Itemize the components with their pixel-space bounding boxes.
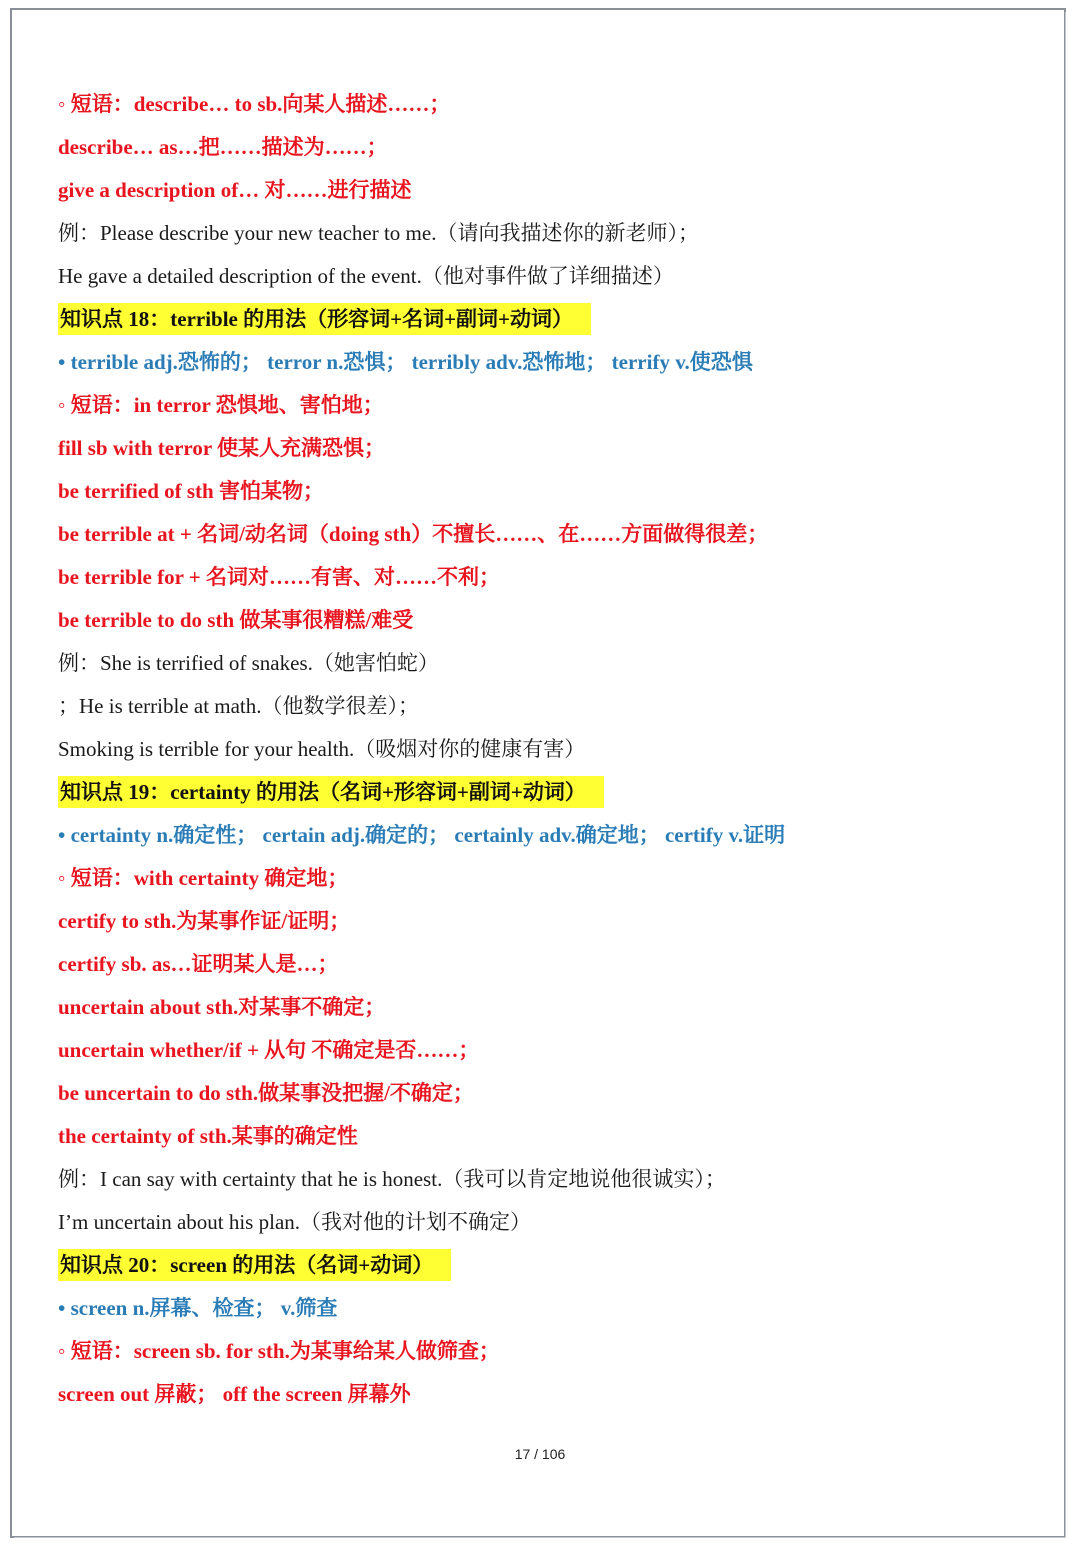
heading-highlight: 知识点 20：screen 的用法（名词+动词）: [58, 1249, 451, 1281]
phrase-line: uncertain whether/if + 从句 不确定是否……；: [58, 1038, 480, 1062]
phrase-line: be uncertain to do sth.做某事没把握/不确定；: [58, 1081, 474, 1105]
word-forms-line: • certainty n.确定性； certain adj.确定的； certainly adv.确定地； certify v.证明: [58, 823, 786, 847]
word-forms-line: • screen n.屏幕、检查； v.筛查: [58, 1296, 338, 1320]
document-content: [58, 83, 1040, 1416]
word-forms-line: • terrible adj.恐怖的； terror n.恐惧； terribly adv.恐怖地； terrify v.使恐惧: [58, 350, 753, 374]
page-number: 17 / 106: [514, 1446, 566, 1462]
phrase-line: be terrible at + 名词/动名词（doing sth）不擅长……、在……方面做得很差；: [58, 522, 769, 546]
phrase-line: screen out 屏蔽； off the screen 屏幕外: [58, 1382, 411, 1406]
phrase-line: be terrible for + 名词对……有害、对……不利；: [58, 565, 501, 589]
example-line: I’m uncertain about his plan.（我对他的计划不确定）: [58, 1210, 532, 1234]
example-line: 例：I can say with certainty that he is honest.（我可以肯定地说他很诚实）；: [58, 1167, 726, 1191]
phrase-line: give a description of… 对……进行描述: [58, 178, 412, 202]
phrase-line: ◦ 短语：describe… to sb.向某人描述……；: [58, 92, 451, 116]
phrase-line: the certainty of sth.某事的确定性: [58, 1124, 358, 1148]
phrase-line: certify sb. as…证明某人是…；: [58, 952, 339, 976]
example-line: 例：Please describe your new teacher to me.（请向我描述你的新老师）；: [58, 221, 699, 245]
example-line: ；He is terrible at math.（他数学很差）；: [58, 694, 420, 718]
section-heading: [58, 298, 1040, 341]
phrase-line: describe… as…把……描述为……；: [58, 135, 388, 159]
phrase-line: be terrible to do sth 做某事很糟糕/难受: [58, 608, 414, 632]
phrase-line: certify to sth.为某事作证/证明；: [58, 909, 351, 933]
heading-highlight: 知识点 19：certainty 的用法（名词+形容词+副词+动词）: [58, 776, 604, 808]
phrase-line: ◦ 短语：in terror 恐惧地、害怕地；: [58, 393, 384, 417]
example-line: 例：She is terrified of snakes.（她害怕蛇）: [58, 651, 439, 675]
section-heading: [58, 771, 1040, 814]
heading-highlight: 知识点 18：terrible 的用法（形容词+名词+副词+动词）: [58, 303, 591, 335]
phrase-line: ◦ 短语：screen sb. for sth.为某事给某人做筛查；: [58, 1339, 500, 1363]
phrase-line: uncertain about sth.对某事不确定；: [58, 995, 386, 1019]
phrase-line: be terrified of sth 害怕某物；: [58, 479, 324, 503]
example-line: He gave a detailed description of the event.（他对事件做了详细描述）: [58, 264, 674, 288]
phrase-line: ◦ 短语：with certainty 确定地；: [58, 866, 349, 890]
section-heading: [58, 1244, 1040, 1287]
phrase-line: fill sb with terror 使某人充满恐惧；: [58, 436, 386, 460]
example-line: Smoking is terrible for your health.（吸烟对你的健康有害）: [58, 737, 586, 761]
